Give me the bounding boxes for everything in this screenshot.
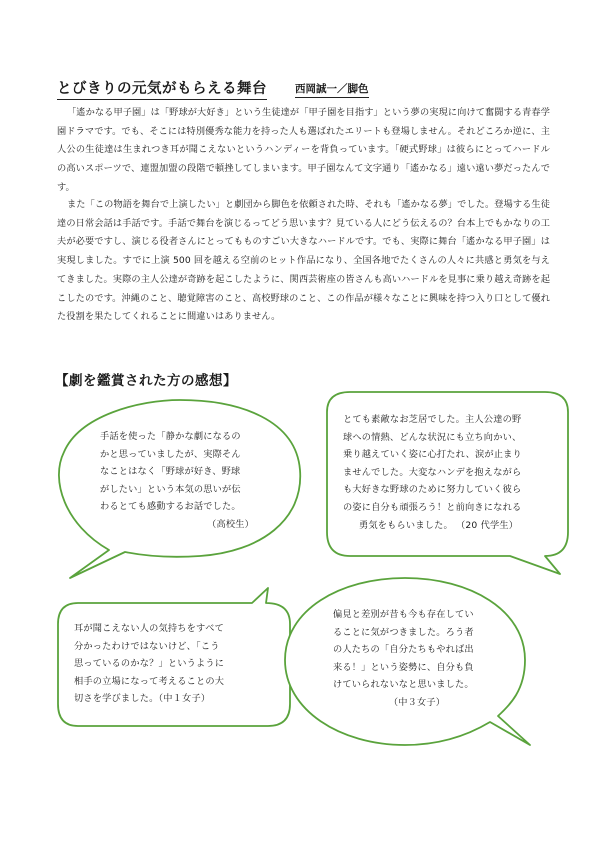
comment-4-line: の人たちの「自分たちもやれば出 [333, 644, 474, 656]
comment-4 [333, 606, 501, 712]
comment-4-line: 来る！」という姿勢に、自分も負 [333, 661, 474, 673]
comment-3-last-line [74, 690, 274, 708]
comment-3-line: 思っているのかな？」というように [74, 658, 225, 670]
comment-2-line: 乗り越えていく姿に心打たれ、涙が止まり [343, 449, 522, 461]
comment-3 [74, 620, 274, 708]
comment-1-line: かと思っていましたが、実際そん [100, 448, 241, 460]
comment-2-last-line [343, 517, 548, 535]
comment-3-line: 相手の立場になって考えることの大 [74, 675, 225, 687]
comment-4-line: けていられないなと思いました。 [333, 679, 474, 691]
comment-2-line: ませんでした。大変なハンデを抱えながら [343, 466, 522, 478]
comment-1-line: わるとても感動するお話でした。 [100, 501, 241, 513]
comment-1-line: 手話を使った「静かな劇になるの [100, 431, 241, 442]
comment-4-line: ることに気がつきました。ろう者 [333, 626, 474, 638]
comment-1-line: がしたい」という本気の思いが伝 [100, 483, 241, 495]
comment-2-line: も大好きな野球のために努力していく彼ら [343, 484, 522, 496]
comment-2 [343, 411, 548, 534]
article-author: 西岡誠一／脚色 [295, 82, 369, 98]
comment-2-line: とても素敵なお芝居でした。主人公達の野 [343, 414, 522, 425]
comment-2-author: （20 代学生） [456, 519, 519, 531]
impressions-heading: 【劇を鑑賞された方の感想】 [55, 373, 237, 389]
comment-4-author: （中３女子） [388, 696, 446, 708]
comment-1-line: なことはなく「野球が好き、野球 [100, 466, 241, 478]
body-paragraph-1: 「遙かなる甲子園」は「野球が大好き」という生徒達が「甲子園を目指す」という夢の実現に向けて奮闘する青春学園ドラマです。でも、そこには特別優秀な能力を持った人も選ばれたエリートも登場しません。それどころか逆に、主人公の生徒達は生まれつき耳が聞こえないというハンディーを背負っています。「硬式野球」は彼らにとってハードルの高いスポーツで、連盟加盟の段階で頓挫してしまいます。甲子園なんて文字通り「遙かなる」遠い遠い夢だったんです。 [57, 107, 550, 193]
comment-3-line: 分かったわけではないけど、「こう [74, 640, 220, 652]
comment-1-author: （高校生） [207, 518, 254, 530]
comment-3-author: （中１女子） [158, 693, 211, 705]
body-paragraph-2: また「この物語を舞台で上演したい」と劇団から脚色を依頼された時、それも「遙かなる夢」でした。登場する生徒達の日常会話は手話です。手話で舞台を演じるってどう思います？見ている人にどう伝えるの？台本上でもかなりの工夫が必要ですし、演じる役者さんにとってもものすごい大きなハードルです。でも、実際に舞台「遙かなる甲子園」は実現しました。すでに上演 500 回を越える空前のヒット作品になり、全国各地でたくさんの人々に共感と勇気を与えてきました。実際の主人公達が奇跡を起こしたように、関西芸術座の皆さんも高いハードルを見事に乗り越え奇跡を起こしたのです。沖縄のこと、聴覚障害のこと、高校野球のこと、この作品が様々なことに興味を持つ入り口として優れた役割を果たしてくれることに間違いはありません。 [57, 199, 550, 323]
comment-3-line: 耳が聞こえない人の気持ちをすべて [74, 623, 225, 634]
article-title: とびきりの元気がもらえる舞台 [57, 80, 267, 100]
comment-2-line: 勇気をもらいました。 [359, 519, 453, 531]
comment-2-line: の姿に自分も頑張ろう！と前向きになれる [343, 501, 522, 513]
comment-1 [100, 428, 290, 534]
comment-3-line: 切さを学びました。 [74, 693, 159, 705]
comment-4-line: 偏見と差別が昔も今も存在してい [333, 609, 474, 620]
comment-2-line: 球への情熱、どんな状況にも立ち向かい、 [343, 431, 522, 443]
